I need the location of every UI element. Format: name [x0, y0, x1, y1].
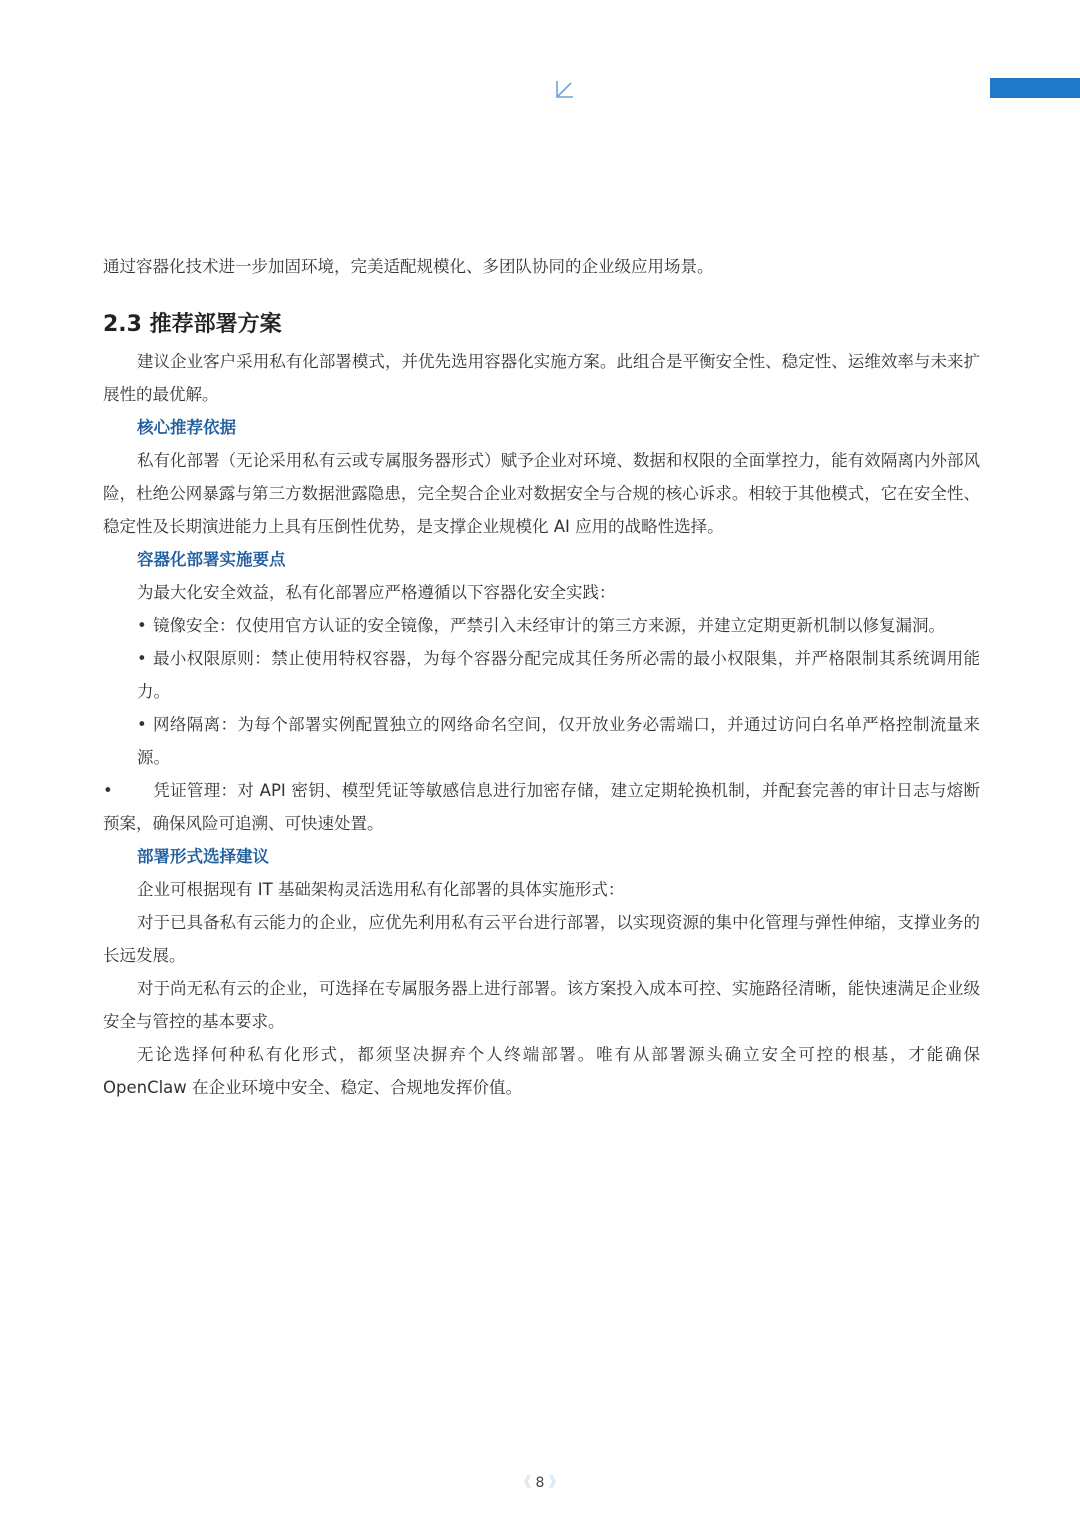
deployment-paragraph: 企业可根据现有 IT 基础架构灵活选用私有化部署的具体实施形式： [137, 880, 625, 899]
header-accent-bar [990, 78, 1080, 98]
page-number-value: 8 [535, 1475, 545, 1491]
practice-list [103, 609, 980, 840]
list-item: • 最小权限原则：禁止使用特权容器，为每个容器分配完成其任务所必需的最小权限集，并严格限制其系统调用能力。 [103, 642, 980, 708]
list-item: • 凭证管理：对 API 密钥、模型凭证等敏感信息进行加密存储，建立定期轮换机制，并配套完善的审计日志与熔断预案，确保风险可追溯、可快速处置。 [103, 774, 980, 840]
intro-paragraph: 通过容器化技术进一步加固环境，完美适配规模化、多团队协同的企业级应用场景。 [103, 257, 714, 276]
subheading-container-points: 容器化部署实施要点 [137, 550, 286, 569]
list-item: • 网络隔离：为每个部署实例配置独立的网络命名空间，仅开放业务必需端口，并通过访问白名单严格控制流量来源。 [103, 708, 980, 774]
page-right-mark: 》 [548, 1475, 563, 1491]
subheading-core-basis: 核心推荐依据 [137, 418, 236, 437]
document-body [103, 250, 980, 1104]
subheading-deployment-choice: 部署形式选择建议 [137, 847, 269, 866]
deployment-paragraph: 对于尚无私有云的企业，可选择在专属服务器上进行部署。该方案投入成本可控、实施路径清晰，能快速满足企业级安全与管控的基本要求。 [103, 979, 980, 1031]
section-heading: 2.3 推荐部署方案 [103, 312, 282, 337]
container-points-intro: 为最大化安全效益，私有化部署应严格遵循以下容器化安全实践： [137, 583, 616, 602]
arrow-down-left-icon [554, 78, 576, 100]
bullet-icon: • [137, 715, 147, 734]
bullet-icon: • [137, 649, 147, 668]
deployment-paragraph: 对于已具备私有云能力的企业，应优先利用私有云平台进行部署，以实现资源的集中化管理与弹性伸缩，支撑业务的长远发展。 [103, 913, 980, 965]
page-number [0, 1472, 1080, 1492]
bullet-icon: • [137, 616, 147, 635]
deployment-paragraph: 无论选择何种私有化形式，都须坚决摒弃个人终端部署。唯有从部署源头确立安全可控的根基，才能确保 OpenClaw 在企业环境中安全、稳定、合规地发挥价值。 [103, 1045, 980, 1097]
page-left-mark: 《 [517, 1475, 532, 1491]
bullet-icon: • [103, 781, 113, 800]
section-intro: 建议企业客户采用私有化部署模式，并优先选用容器化实施方案。此组合是平衡安全性、稳定性、运维效率与未来扩展性的最优解。 [103, 352, 980, 404]
core-basis-paragraph: 私有化部署（无论采用私有云或专属服务器形式）赋予企业对环境、数据和权限的全面掌控力，能有效隔离内外部风险，杜绝公网暴露与第三方数据泄露隐患，完全契合企业对数据安全与合规的核心诉求。相较于其他模式，它在安全性、稳定性及长期演进能力上具有压倒性优势，是支撑企业规模化 AI 应用的战略性选择。 [103, 451, 980, 536]
list-item: • 镜像安全：仅使用官方认证的安全镜像，严禁引入未经审计的第三方来源，并建立定期更新机制以修复漏洞。 [103, 609, 980, 642]
